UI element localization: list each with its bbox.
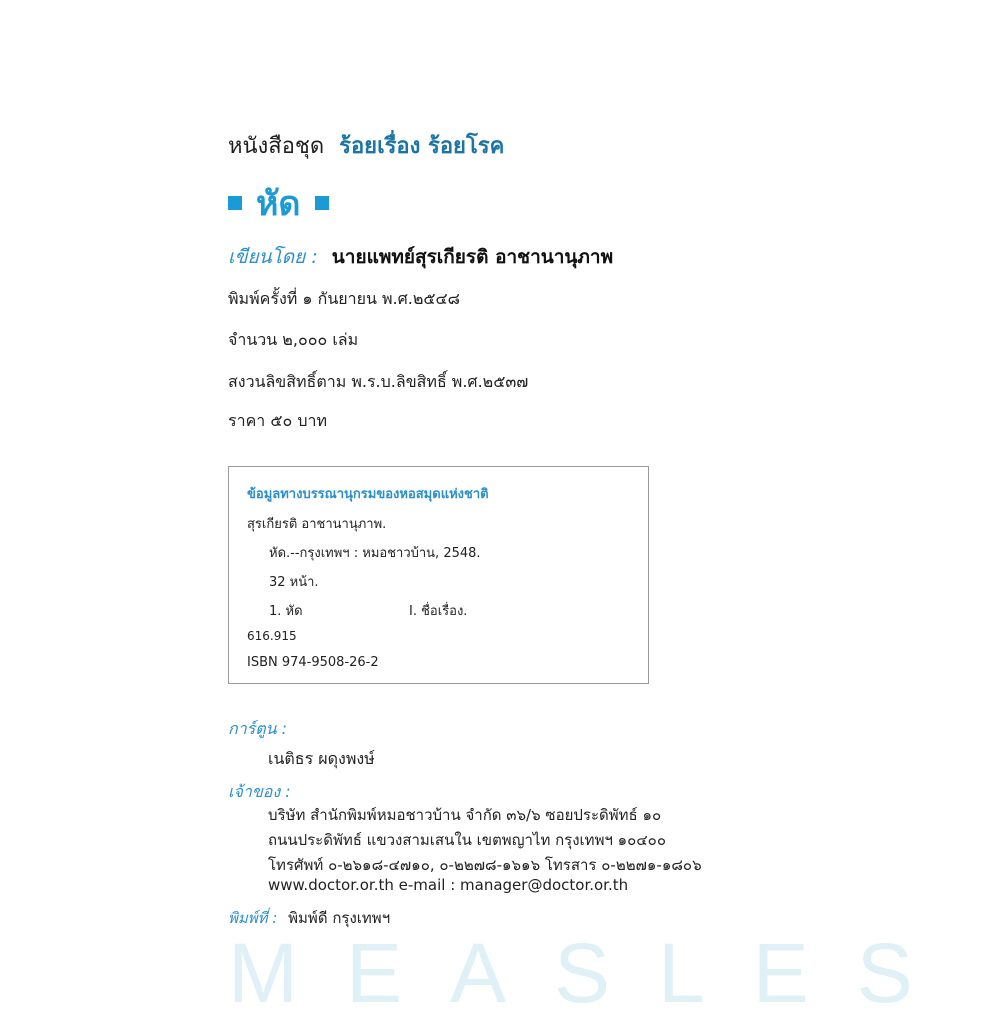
cip-subject: 1. หัด [269,604,303,619]
series-line [228,128,504,163]
title-row [228,176,329,230]
cip-header: ข้อมูลทางบรรณานุกรมของหอสมุดแห่งชาติ [247,487,489,502]
printer-name: พิมพ์ดี กรุงเทพฯ [288,909,391,927]
owner-label: เจ้าของ : [228,782,291,801]
author-label: เขียนโดย : [228,246,318,268]
cip-title-line: หัด.--กรุงเทพฯ : หมอชาวบ้าน, 2548. [269,546,481,561]
cip-pages: 32 หน้า. [269,575,319,590]
copyright-info: สงวนลิขสิทธิ์ตาม พ.ร.บ.ลิขสิทธิ์ พ.ศ.๒๕๓๗ [228,372,529,391]
cip-title-entry: I. ชื่อเรื่อง. [409,604,468,619]
price-info: ราคา ๕๐ บาท [228,411,327,430]
square-bullet-icon [228,196,242,210]
cip-classification: 616.915 [247,629,297,643]
series-prefix: หนังสือชุด [228,134,325,159]
square-bullet-icon [315,196,329,210]
cartoon-label: การ์ตูน : [228,719,288,738]
author-row [228,242,613,272]
owner-contact: www.doctor.or.th e-mail : manager@doctor.or.th [268,876,629,894]
cip-isbn: ISBN 974-9508-26-2 [247,655,379,670]
watermark-text: MEASLES [228,926,961,1020]
owner-line: ถนนประดิพัทธ์ แขวงสามเสนใน เขตพญาไท กรุงเทพฯ ๑๐๔๐๐ [268,831,666,849]
series-name: ร้อยเรื่อง ร้อยโรค [339,134,505,159]
edition-info: พิมพ์ครั้งที่ ๑ กันยายน พ.ศ.๒๕๔๘ [228,289,460,308]
book-title: หัด [256,184,301,224]
author-name: นายแพทย์สุรเกียรติ อาชานานุภาพ [331,246,614,268]
cip-author: สุรเกียรติ อาชานานุภาพ. [247,517,387,532]
copies-info: จำนวน ๒,๐๐๐ เล่ม [228,330,359,349]
cip-box [228,466,649,684]
owner-line: บริษัท สำนักพิมพ์หมอชาวบ้าน จำกัด ๓๖/๖ ซอยประดิพัทธ์ ๑๐ [268,806,662,824]
printer-label: พิมพ์ที่ : [228,909,278,927]
cartoon-name: เนติธร ผดุงพงษ์ [268,749,375,768]
owner-line: โทรศัพท์ ๐-๒๖๑๘-๔๗๑๐, ๐-๒๒๗๘-๑๖๑๖ โทรสาร ๐-๒๒๗๑-๑๘๐๖ [268,856,702,874]
